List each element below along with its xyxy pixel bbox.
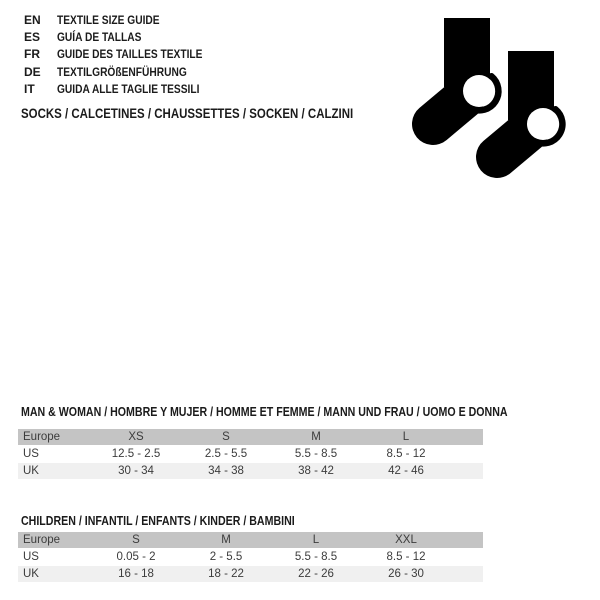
column-header-size: M	[221, 534, 231, 546]
size-cell: 34 - 38	[208, 465, 244, 477]
language-label: GUIDA ALLE TAGLIE TESSILI	[57, 82, 200, 97]
size-cell: 2.5 - 5.5	[204, 448, 248, 460]
size-cell: 16 - 18	[118, 568, 154, 580]
size-tables	[18, 405, 508, 582]
column-header-region: Europe	[23, 431, 61, 443]
children-table-title: CHILDREN / INFANTIL / ENFANTS / KINDER / BAMBINI	[21, 514, 295, 528]
language-code: DE	[24, 64, 41, 79]
size-cell: 42 - 46	[388, 465, 424, 477]
language-row-fr	[24, 46, 228, 63]
size-cell: 12.5 - 2.5	[111, 448, 161, 460]
size-cell: 38 - 42	[298, 465, 334, 477]
language-label: GUÍA DE TALLAS	[57, 30, 142, 45]
column-header-size: L	[402, 431, 410, 443]
column-header-region: Europe	[23, 534, 61, 546]
adult-table-row-us	[18, 446, 483, 462]
language-title-list	[24, 11, 228, 98]
language-code: ES	[24, 30, 41, 45]
row-label: US	[23, 551, 39, 563]
size-cell: 30 - 34	[118, 465, 154, 477]
column-header-size: M	[311, 431, 321, 443]
column-header-size: XS	[128, 431, 144, 443]
column-header-size: S	[132, 534, 140, 546]
row-label: US	[23, 448, 39, 460]
category-title: SOCKS / CALCETINES / CHAUSSETTES / SOCKEN / CALZINI	[21, 106, 354, 121]
language-row-de	[24, 63, 228, 80]
socks-icon	[400, 5, 590, 190]
adult-table-header-row	[18, 429, 483, 445]
sock-back	[433, 18, 498, 124]
language-code: FR	[24, 47, 40, 62]
language-label: TEXTILGRÖßENFÜHRUNG	[57, 64, 187, 79]
size-cell: 0.05 - 2	[116, 551, 156, 563]
children-table-header-row	[18, 532, 483, 548]
children-table-row-uk	[18, 566, 483, 582]
adult-table-row-uk	[18, 463, 483, 479]
size-cell: 18 - 22	[208, 568, 244, 580]
column-header-size: XXL	[395, 534, 417, 546]
language-row-es	[24, 28, 228, 45]
children-table-row-us	[18, 549, 483, 565]
column-header-size: S	[222, 431, 230, 443]
language-label: GUIDE DES TAILLES TEXTILE	[57, 47, 203, 62]
language-label: TEXTILE SIZE GUIDE	[57, 12, 160, 27]
size-cell: 5.5 - 8.5	[294, 448, 338, 460]
size-cell: 8.5 - 12	[386, 448, 426, 460]
size-cell: 22 - 26	[298, 568, 334, 580]
size-cell: 26 - 30	[388, 568, 424, 580]
size-cell: 5.5 - 8.5	[294, 551, 338, 563]
language-code: EN	[24, 12, 41, 27]
language-row-it	[24, 81, 228, 98]
column-header-size: L	[312, 534, 320, 546]
adult-table-title: MAN & WOMAN / HOMBRE Y MUJER / HOMME ET FEMME / MANN UND FRAU / UOMO E DONNA	[21, 405, 508, 419]
row-label: UK	[23, 568, 39, 580]
size-cell: 8.5 - 12	[386, 551, 426, 563]
sock-heel-hole	[463, 75, 495, 107]
row-label: UK	[23, 465, 39, 477]
language-row-en	[24, 11, 228, 28]
sock-heel-hole	[527, 108, 559, 140]
size-cell: 2 - 5.5	[209, 551, 243, 563]
sock-front	[497, 51, 562, 157]
language-code: IT	[24, 82, 35, 97]
